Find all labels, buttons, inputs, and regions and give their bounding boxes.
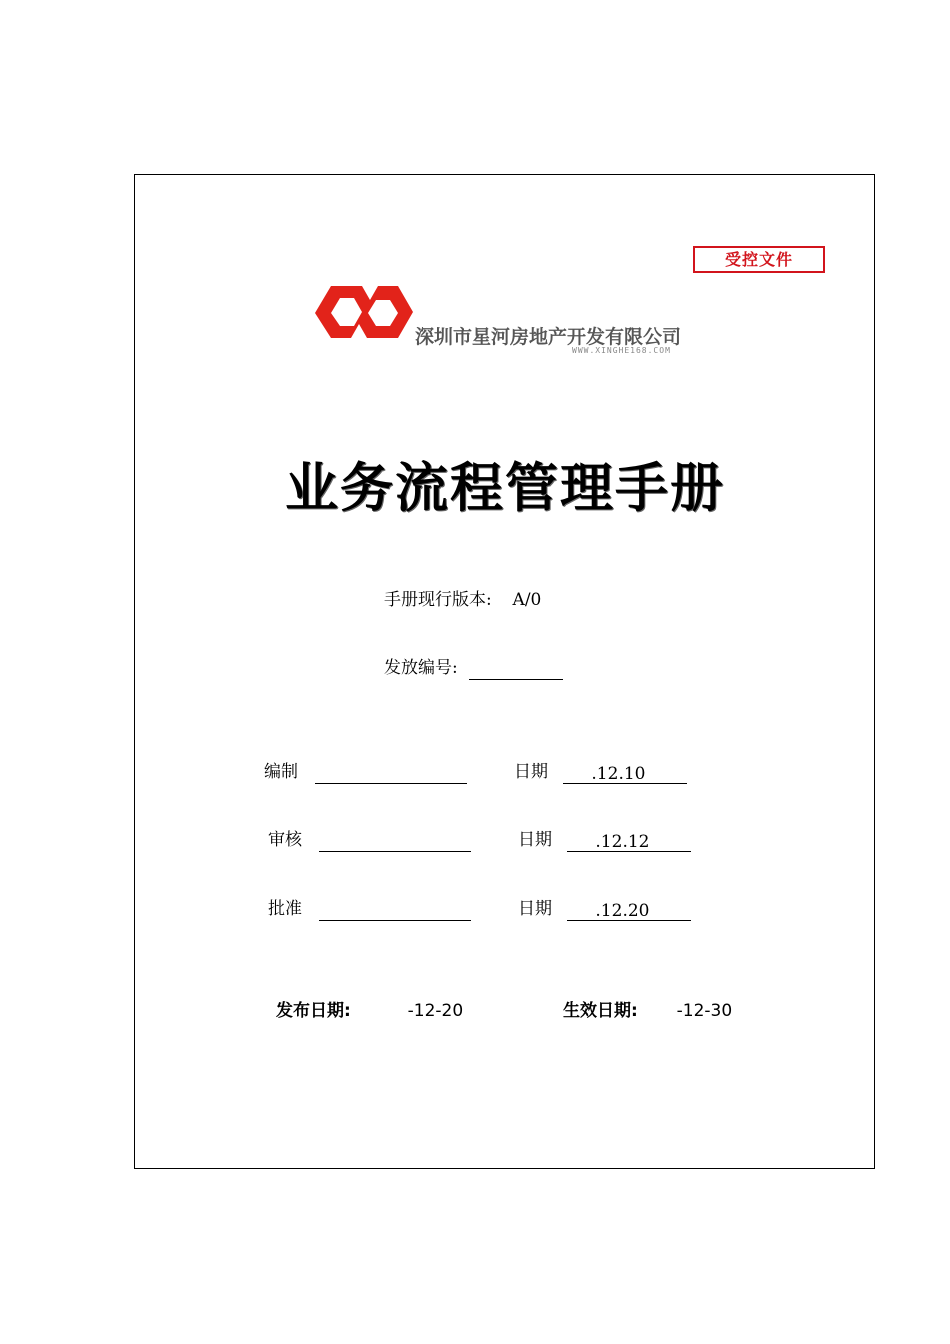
issue-number-label: 发放编号: [384,658,458,678]
signoff-date-label: 日期 [514,762,548,782]
signoff-role: 编制 [264,762,298,782]
effective-date-value: -12-30 [676,1001,733,1021]
signoff-row [268,828,471,852]
publish-date [276,999,463,1023]
signoff-signature-field [319,900,471,921]
publish-date-label: 发布日期: [276,1001,351,1021]
signoff-date-value: .12.10 [563,764,687,784]
signoff-row [264,760,467,784]
effective-date [563,999,732,1023]
logo-company-name: 深圳市星河房地产开发有限公司 [415,326,682,348]
signoff-role: 审核 [268,830,302,850]
logo-mark-icon [315,286,413,348]
version-label: 手册现行版本: [384,590,492,610]
issue-number-line [384,656,563,680]
signoff-date-value: .12.12 [567,832,691,852]
effective-date-label: 生效日期: [563,1001,638,1021]
signoff-date-value: .12.20 [567,901,691,921]
publish-date-value: -12-20 [407,1001,464,1021]
controlled-document-stamp: 受控文件 [693,246,825,273]
version-line [384,588,541,612]
signoff-date [518,828,691,852]
signoff-signature-field [319,831,471,852]
signoff-signature-field [315,763,467,784]
version-value: A/0 [512,590,542,610]
signoff-date [518,897,691,921]
signoff-date-label: 日期 [518,899,552,919]
signoff-row [268,897,471,921]
signoff-date-label: 日期 [518,830,552,850]
signoff-role: 批准 [268,899,302,919]
page-title: 业务流程管理手册 [285,457,725,519]
logo-website: WWW.XINGHE168.COM [572,346,671,355]
signoff-date [514,760,687,784]
issue-number-field [469,659,563,680]
company-logo [310,268,710,358]
